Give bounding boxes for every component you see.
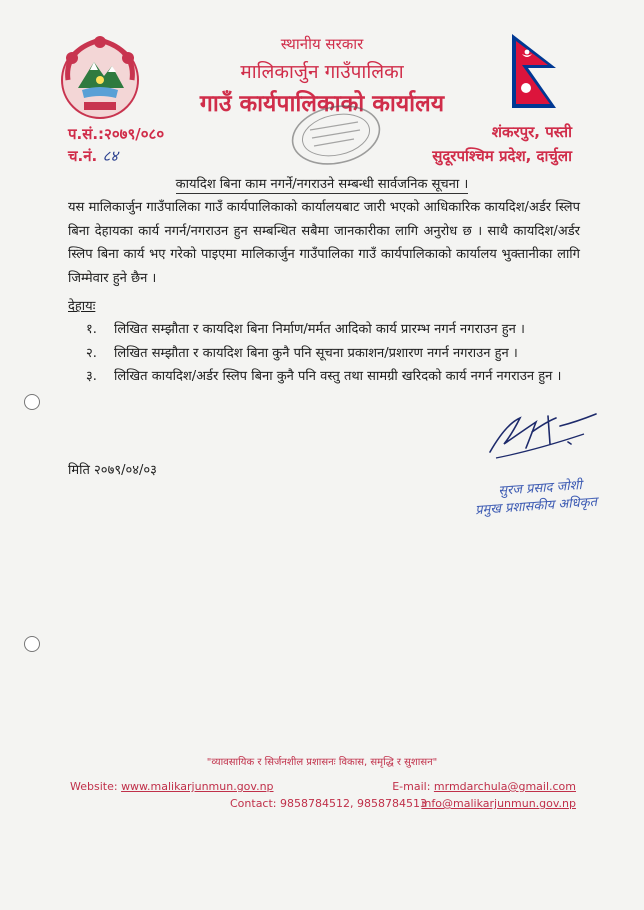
punch-hole-icon: [24, 636, 40, 652]
footer-email: [392, 780, 576, 793]
letter-reference-number: प.सं.:२०७९/०८०: [68, 125, 165, 143]
signature-icon: [476, 404, 602, 466]
header-office: गाउँ कार्यपालिकाको कार्यालय: [199, 91, 445, 117]
dispatch-label: च.नं.: [68, 147, 98, 165]
email-label: E-mail:: [392, 780, 431, 793]
footer-email-secondary: [421, 797, 576, 810]
signatory-name: सुरज प्रसाद जोशी: [497, 478, 583, 499]
list-item: [68, 318, 582, 342]
website-link[interactable]: www.malikarjunmun.gov.np: [121, 780, 274, 793]
address-line-2: सुदूरपश्चिम प्रदेश, दार्चुला: [432, 147, 572, 165]
notice-body: यस मालिकार्जुन गाउँपालिका गाउँ कार्यपालिकाको कार्यालयबाट जारी भएको आधिकारिक कायदिश/अर्डर स्लिप बिना देहायका कार्य नगर्न/नगराउन हुन सम्बन्धित सबैमा जानकारीका लागि अनुरोध छ । साथै कायदिश/अर्डर स्लिप बिना कार्य भए गरेको पाइएमा मालिकार्जुन गाउँपालिका गाउँ कार्यपालिकाको कार्यालय भुक्तानीका लागि जिम्मेवार हुने छैन ।: [68, 200, 580, 286]
list-item-text: लिखित सम्झौता र कायदिश बिना निर्माण/मर्मत आदिको कार्य प्रारम्भ नगर्न नगराउन हुन ।: [114, 322, 525, 337]
letter-date: मिति २०७९/०४/०३: [68, 463, 157, 478]
list-item-text: लिखित सम्झौता र कायदिश बिना कुनै पनि सूचना प्रकाशन/प्रशारण नगर्न नगराउन हुन ।: [114, 345, 518, 361]
header-local-government: स्थानीय सरकार: [280, 35, 364, 53]
notice-subject: [0, 174, 644, 192]
list-item-number: ३.: [86, 369, 97, 384]
email-link-primary[interactable]: mrmdarchula@gmail.com: [433, 780, 576, 793]
conditions-heading: देहायः: [68, 299, 96, 314]
footer-contact: Contact: 9858784512, 9858784513: [230, 797, 427, 810]
footer-website: [70, 780, 274, 793]
conditions-list: [68, 318, 582, 389]
email-link-secondary[interactable]: info@malikarjunmun.gov.np: [421, 797, 576, 810]
website-label: Website:: [70, 780, 118, 793]
list-item: [68, 342, 582, 366]
header-municipality: मालिकार्जुन गाउँपालिका: [240, 61, 404, 83]
list-item-number: १.: [86, 322, 97, 337]
dispatch-value: ८४: [102, 147, 119, 165]
punch-hole-icon: [24, 394, 40, 410]
office-seal-stamp-icon: [288, 102, 384, 168]
address-line-1: शंकरपुर, पस्ती: [491, 123, 572, 141]
dispatch-number: [68, 146, 118, 166]
signatory-title: प्रमुख प्रशासकीय अधिकृत: [474, 494, 598, 519]
list-item-number: २.: [86, 345, 97, 361]
list-item-text: लिखित कायदिश/अर्डर स्लिप बिना कुनै पनि वस्तु तथा सामग्री खरिदको कार्य नगर्न नगराउन हुन ।: [114, 369, 562, 384]
footer-motto: "व्यावसायिक र सिर्जनशील प्रशासनः विकास, समृद्धि र सुशासन": [206, 757, 438, 768]
notice-subject-text: कायदिश बिना काम नगर्ने/नगराउने सम्बन्धी सार्वजनिक सूचना ।: [175, 177, 469, 192]
list-item: [68, 365, 582, 389]
